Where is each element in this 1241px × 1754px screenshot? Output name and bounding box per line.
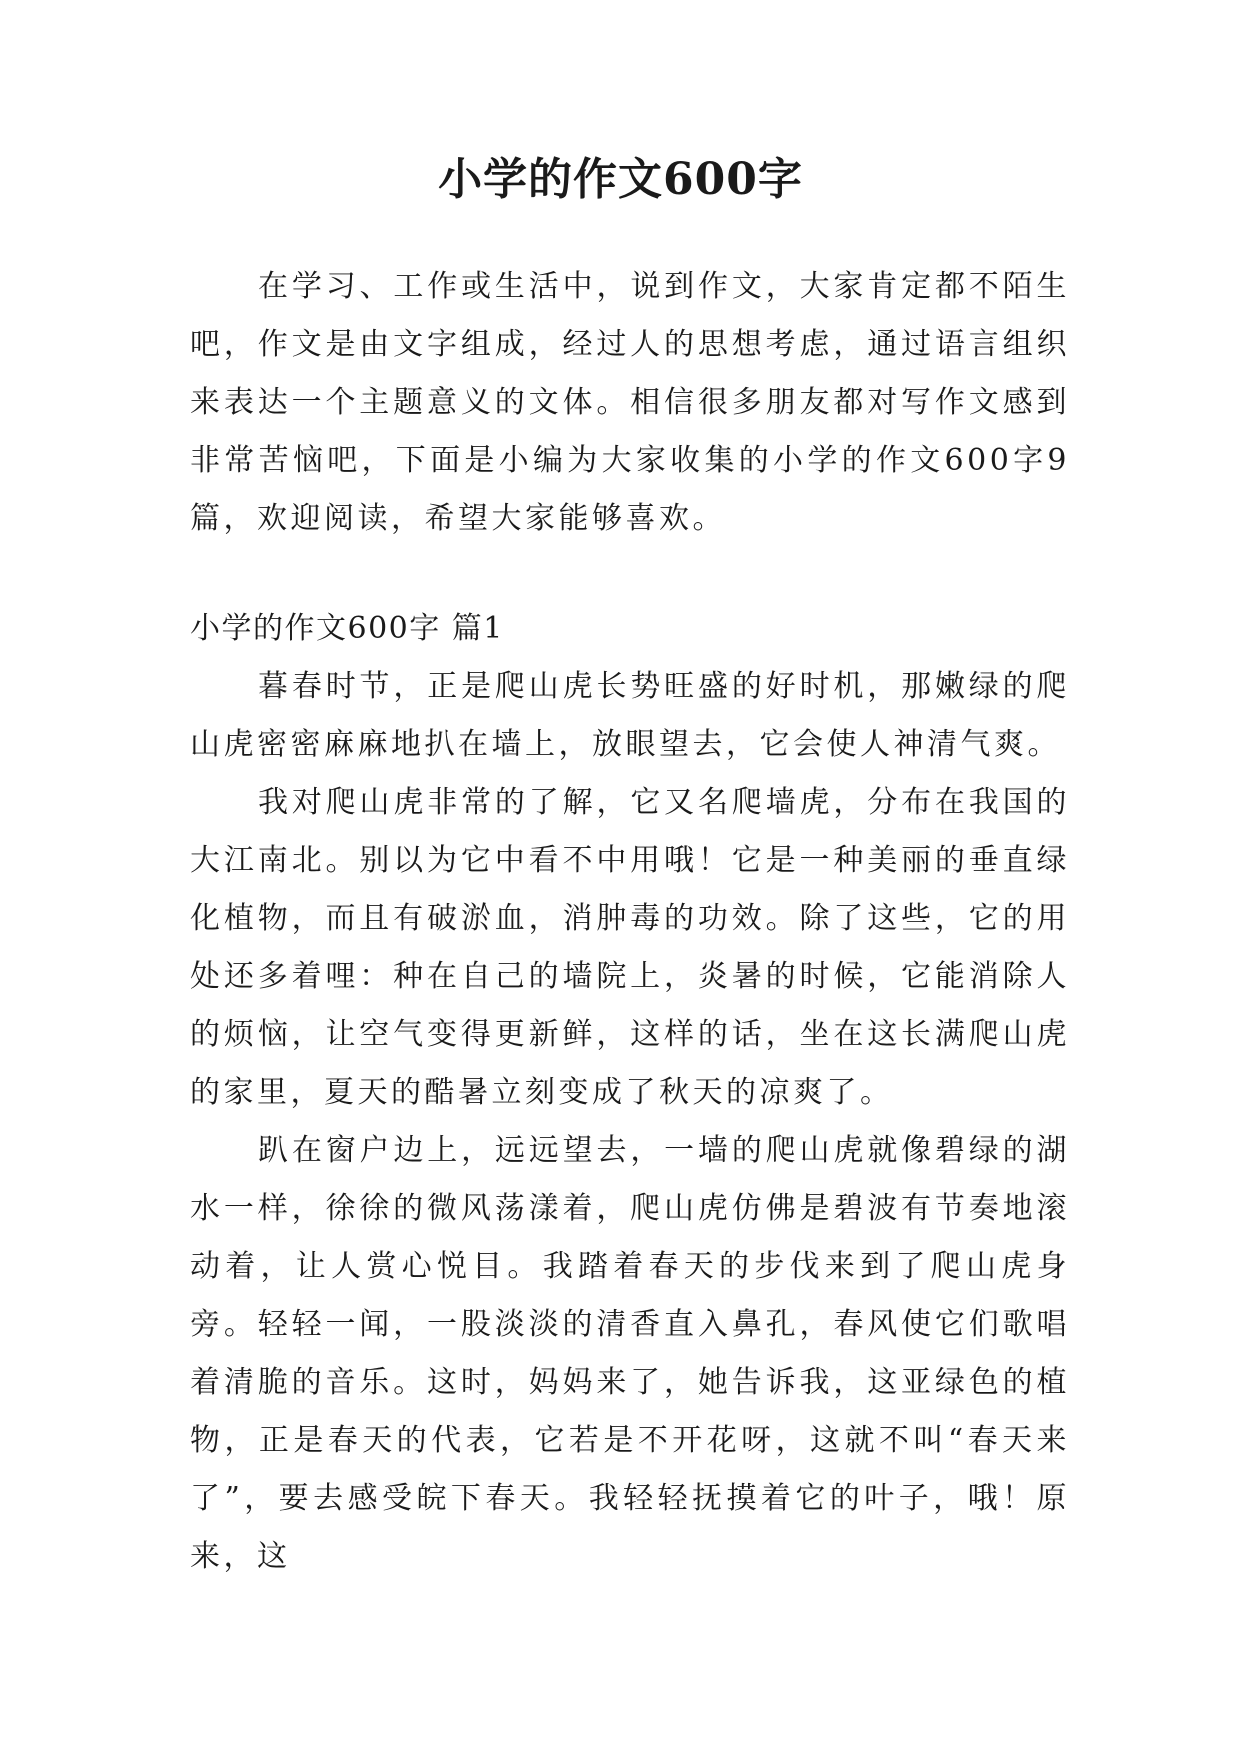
body-paragraph: 暮春时节，正是爬山虎长势旺盛的好时机，那嫩绿的爬山虎密密麻麻地扒在墙上，放眼望去，它会使人神清气爽。: [190, 669, 1070, 762]
document-body: [190, 258, 1070, 1586]
body-paragraph: 我对爬山虎非常的了解，它又名爬墙虎，分布在我国的大江南北。别以为它中看不中用哦！它是一种美丽的垂直绿化植物，而且有破淤血，消肿毒的功效。除了这些，它的用处还多着哩：种在自己的墙院上，炎暑的时候，它能消除人的烦恼，让空气变得更新鲜，这样的话，坐在这长满爬山虎的家里，夏天的酷暑立刻变成了秋天的凉爽了。: [190, 785, 1070, 1110]
section-heading: 小学的作文600字 篇1: [190, 611, 504, 646]
document-title: 小学的作文600字: [438, 154, 803, 205]
body-paragraph: 趴在窗户边上，远远望去，一墙的爬山虎就像碧绿的湖水一样，徐徐的微风荡漾着，爬山虎仿佛是碧波有节奏地滚动着，让人赏心悦目。我踏着春天的步伐来到了爬山虎身旁。轻轻一闻，一股淡淡的清香直入鼻孔，春风使它们歌唱着清脆的音乐。这时，妈妈来了，她告诉我，这亚绿色的植物，正是春天的代表，它若是不开花呀，这就不叫“春天来了”，要去感受皖下春天。我轻轻抚摸着它的叶子，哦！原来，这: [190, 1133, 1070, 1574]
section-spacer: [190, 548, 1070, 600]
intro-paragraph: 在学习、工作或生活中，说到作文，大家肯定都不陌生吧，作文是由文字组成，经过人的思想考虑，通过语言组织来表达一个主题意义的文体。相信很多朋友都对写作文感到非常苦恼吧，下面是小编为大家收集的小学的作文600字9篇，欢迎阅读，希望大家能够喜欢。: [190, 269, 1070, 536]
